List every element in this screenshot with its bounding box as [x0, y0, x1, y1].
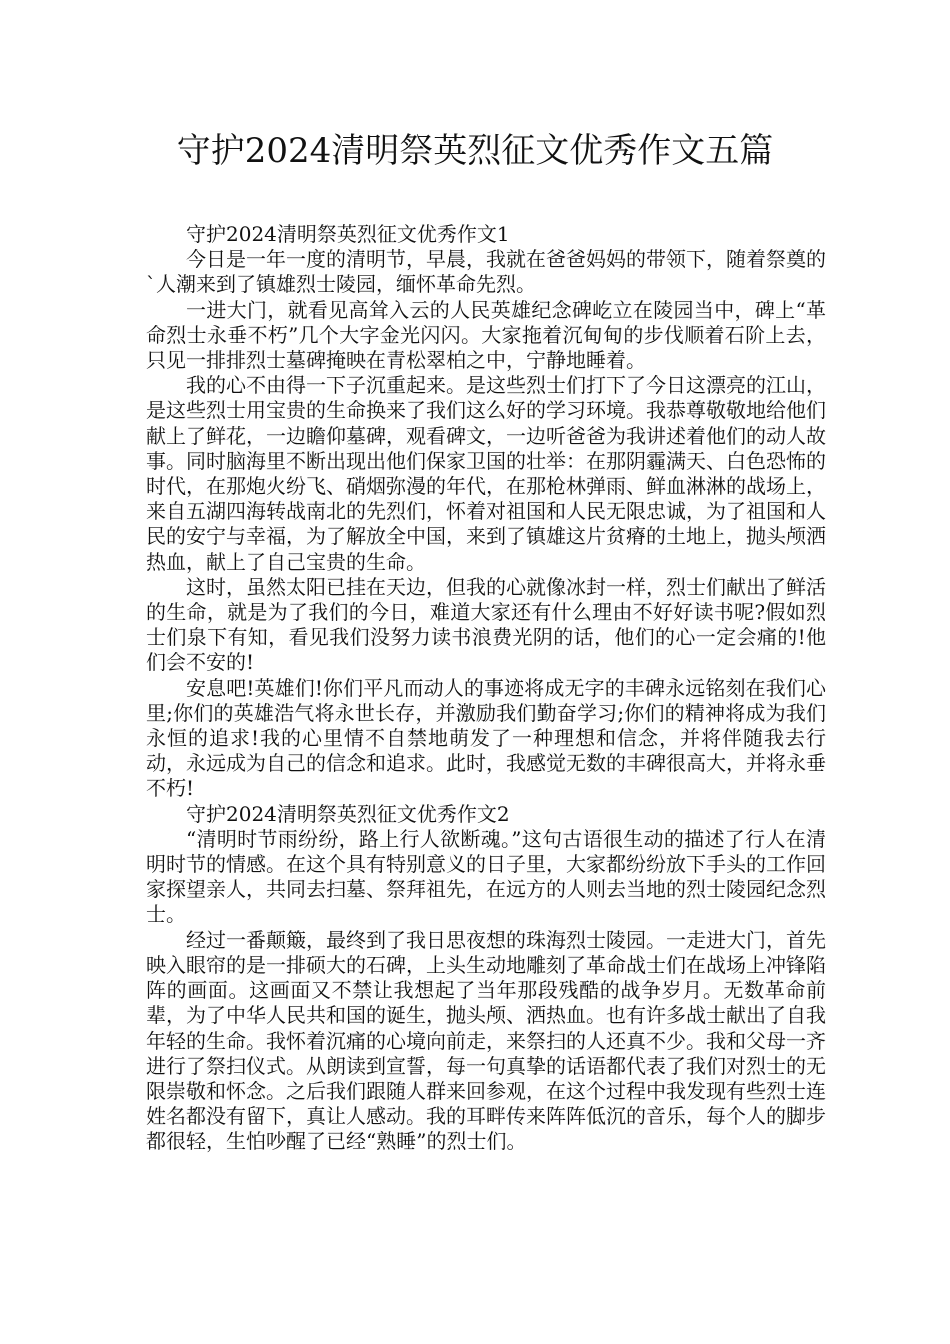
document-title: 守护2024清明祭英烈征文优秀作文五篇 — [176, 131, 774, 171]
section-heading-1: 守护2024清明祭英烈征文优秀作文1 — [186, 222, 510, 246]
paragraph: 经过一番颠簸，最终到了我日思夜想的珠海烈士陵园。一走进大门，首先映入眼帘的是一排硕大的石碑，上头生动地雕刻了革命战士们在战场上冲锋陷阵的画面。这画面又不禁让我想起了当年那段残酷的战争岁月。无数革命前辈，为了中华人民共和国的诞生，抛头颅、洒热血。也有许多战士献出了自我年轻的生命。我怀着沉痛的心境向前走，来祭扫的人还真不少。我和父母一齐进行了祭扫仪式。从朗读到宣誓，每一句真挚的话语都代表了我们对烈士的无限崇敬和怀念。之后我们跟随人群来回参观，在这个过程中我发现有些烈士连姓名都没有留下，真让人感动。我的耳畔传来阵阵低沉的音乐，每个人的脚步都很轻，生怕吵醒了已经“熟睡”的烈士们。 — [146, 927, 826, 1154]
paragraph: 这时，虽然太阳已挂在天边，但我的心就像冰封一样，烈士们献出了鲜活的生命，就是为了我们的今日，难道大家还有什么理由不好好读书呢?假如烈士们泉下有知，看见我们没努力读书浪费光阴的话，他们的心一定会痛的!他们会不安的! — [146, 574, 826, 675]
document-body — [146, 222, 826, 1155]
paragraph: 今日是一年一度的清明节，早晨，我就在爸爸妈妈的带领下，随着祭奠的`人潮来到了镇雄烈士陵园，缅怀革命先烈。 — [146, 247, 826, 297]
paragraph: 一进大门，就看见高耸入云的人民英雄纪念碑屹立在陵园当中，碑上“革命烈士永垂不朽”几个大字金光闪闪。大家拖着沉甸甸的步伐顺着石阶上去，只见一排排烈士墓碑掩映在青松翠柏之中，宁静地睡着。 — [146, 297, 826, 373]
paragraph: 安息吧!英雄们!你们平凡而动人的事迹将成无字的丰碑永远铭刻在我们心里;你们的英雄浩气将永世长存，并激励我们勤奋学习;你们的精神将成为我们永恒的追求!我的心里情不自禁地萌发了一种理想和信念，并将伴随我去行动，永远成为自己的信念和追求。此时，我感觉无数的丰碑很高大，并将永垂不朽! — [146, 675, 826, 801]
paragraph: “清明时节雨纷纷，路上行人欲断魂。”这句古语很生动的描述了行人在清明时节的情感。在这个具有特别意义的日子里，大家都纷纷放下手头的工作回家探望亲人，共同去扫墓、祭拜祖先，在远方的人则去当地的烈士陵园纪念烈士。 — [146, 826, 826, 927]
paragraph: 我的心不由得一下子沉重起来。是这些烈士们打下了今日这漂亮的江山，是这些烈士用宝贵的生命换来了我们这么好的学习环境。我恭尊敬敬地给他们献上了鲜花，一边瞻仰墓碑，观看碑文，一边听爸爸为我讲述着他们的动人故事。同时脑海里不断出现出他们保家卫国的壮举：在那阴霾满天、白色恐怖的时代，在那炮火纷飞、硝烟弥漫的年代，在那枪林弹雨、鲜血淋淋的战场上，来自五湖四海转战南北的先烈们，怀着对祖国和人民无限忠诚，为了祖国和人民的安宁与幸福，为了解放全中国，来到了镇雄这片贫瘠的土地上，抛头颅洒热血，献上了自己宝贵的生命。 — [146, 373, 826, 574]
section-heading-2: 守护2024清明祭英烈征文优秀作文2 — [186, 801, 510, 826]
